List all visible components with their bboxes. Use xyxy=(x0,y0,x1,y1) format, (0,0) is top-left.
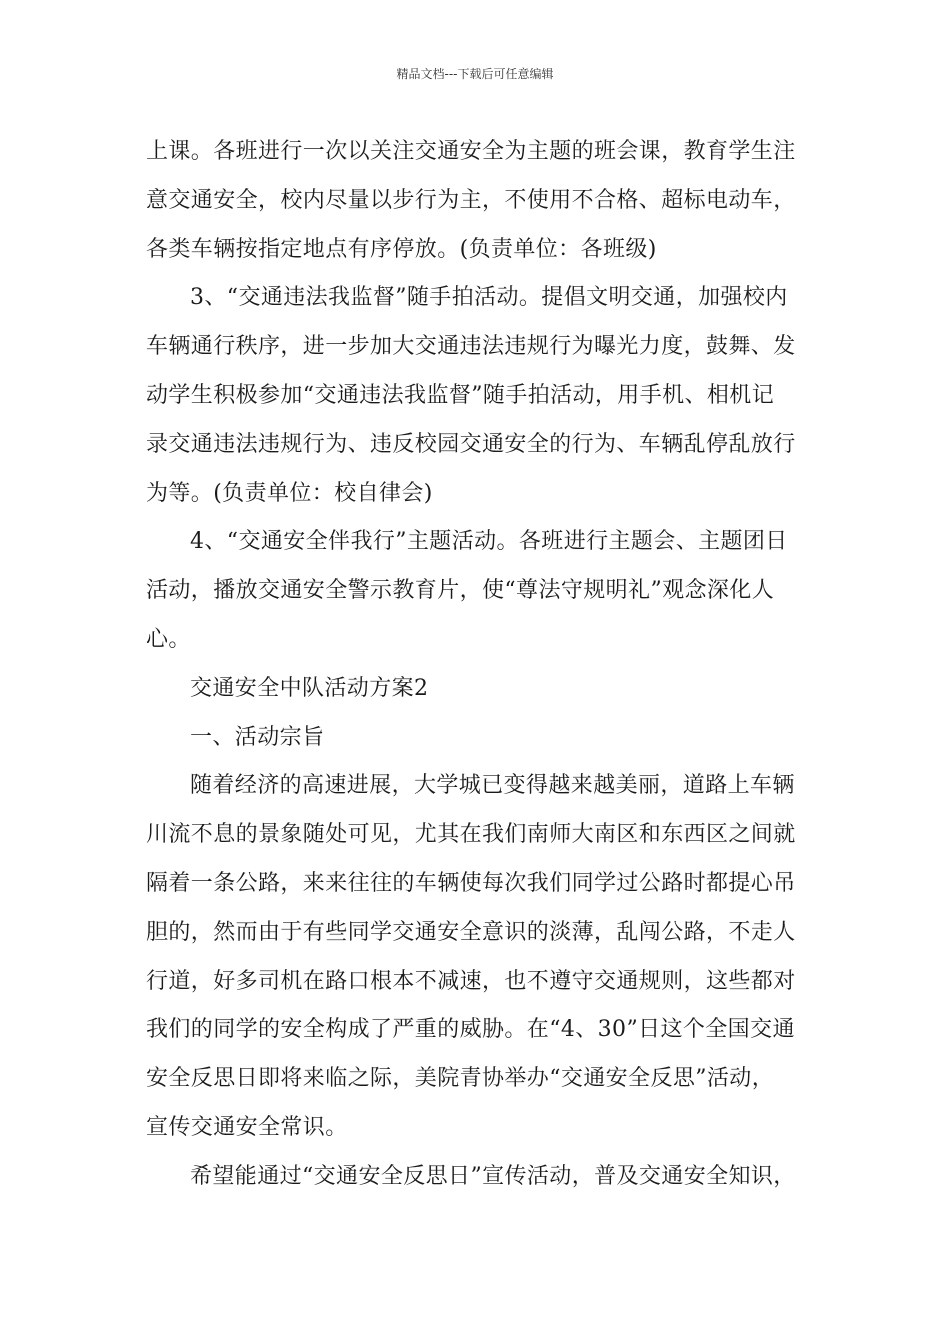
text-line: 行道，好多司机在路口根本不减速，也不遵守交通规则，这些都对 xyxy=(146,968,796,994)
text-line: 为等。(负责单位：校自律会) xyxy=(146,480,433,506)
text-line: 动学生积极参加“交通违法我监督”随手拍活动，用手机、相机记 xyxy=(146,382,775,408)
text-line: 交通安全中队活动方案2 xyxy=(190,675,429,701)
text-line: 3、“交通违法我监督”随手拍活动。提倡文明交通，加强校内 xyxy=(190,285,788,311)
text-line: 希望能通过“交通安全反思日”宣传活动，普及交通安全知识， xyxy=(190,1163,796,1189)
paragraph xyxy=(146,128,836,274)
text-line: 川流不息的景象随处可见，尤其在我们南师大南区和东西区之间就 xyxy=(146,822,796,848)
text-line: 一、活动宗旨 xyxy=(190,724,325,750)
text-line: 上课。各班进行一次以关注交通安全为主题的班会课，教育学生注 xyxy=(146,139,796,164)
paragraph xyxy=(146,274,836,518)
subheading xyxy=(146,714,836,763)
text-line: 安全反思日即将来临之际，美院青协举办“交通安全反思”活动， xyxy=(146,1066,775,1092)
page-header: 精品文档---下载后可任意编辑 xyxy=(396,67,554,81)
text-line: 我们的同学的安全构成了严重的威胁。在“4、30”日这个全国交通 xyxy=(146,1017,795,1043)
text-line: 胆的，然而由于有些同学交通安全意识的淡薄，乱闯公路，不走人 xyxy=(146,919,796,945)
text-line: 活动，播放交通安全警示教育片，使“尊法守规明礼”观念深化人 xyxy=(146,578,775,604)
section-title xyxy=(146,665,836,714)
text-line: 宣传交通安全常识。 xyxy=(146,1114,348,1140)
text-line: 随着经济的高速进展，大学城已变得越来越美丽，道路上车辆 xyxy=(190,773,795,799)
paragraph xyxy=(146,762,836,1152)
paragraph xyxy=(146,518,836,664)
document-body xyxy=(146,128,836,1202)
text-line: 车辆通行秩序，进一步加大交通违法违规行为曝光力度，鼓舞、发 xyxy=(146,334,796,360)
text-line: 意交通安全，校内尽量以步行为主，不使用不合格、超标电动车， xyxy=(146,187,796,213)
text-line: 录交通违法违规行为、违反校园交通安全的行为、车辆乱停乱放行 xyxy=(146,431,796,457)
text-line: 心。 xyxy=(146,626,191,652)
paragraph xyxy=(146,1153,836,1202)
text-line: 隔着一条公路，来来往往的车辆使每次我们同学过公路时都提心吊 xyxy=(146,870,796,896)
text-line: 各类车辆按指定地点有序停放。(负责单位：各班级) xyxy=(146,236,657,262)
text-line: 4、“交通安全伴我行”主题活动。各班进行主题会、主题团日 xyxy=(190,529,788,555)
